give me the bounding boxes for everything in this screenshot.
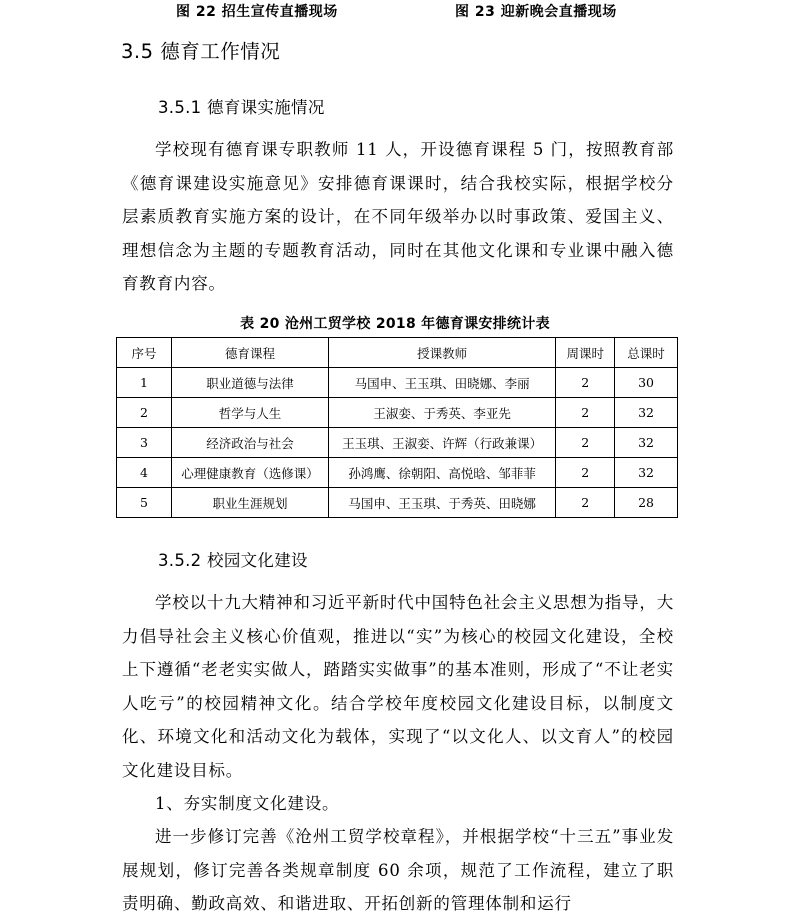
table-title: 表 20 沧州工贸学校 2018 年德育课安排统计表 bbox=[240, 316, 550, 332]
header-index: 序号 bbox=[117, 338, 172, 368]
cell-weekly-hours: 2 bbox=[556, 488, 615, 518]
header-total-hours: 总课时 bbox=[615, 338, 678, 368]
table-row bbox=[117, 488, 678, 518]
header-teachers: 授课教师 bbox=[328, 338, 555, 368]
cell-total-hours: 28 bbox=[615, 488, 678, 518]
campus-culture-heading: 3.5.2 校园文化建设 bbox=[158, 551, 308, 570]
table-header-row bbox=[117, 338, 678, 368]
figure-captions bbox=[0, 0, 790, 22]
cell-index: 4 bbox=[117, 458, 172, 488]
cell-total-hours: 32 bbox=[615, 398, 678, 428]
cell-course: 职业道德与法律 bbox=[171, 368, 328, 398]
cell-teachers: 王淑娈、于秀英、李亚先 bbox=[328, 398, 555, 428]
cell-teachers: 马国申、王玉琪、于秀英、田晓娜 bbox=[328, 488, 555, 518]
cell-weekly-hours: 2 bbox=[556, 458, 615, 488]
table-row bbox=[117, 368, 678, 398]
item1-body: 进一步修订完善《沧州工贸学校章程》，并根据学校“十三五”事业发展规划，修订完善各类规章制度 60 余项，规范了工作流程，建立了职责明确、勤政高效、和谐进取、开拓创新的管理体制和运行 bbox=[122, 827, 674, 913]
figure-22-caption: 图 22 招生宣传直播现场 bbox=[176, 4, 338, 20]
item1-title: 1、夯实制度文化建设。 bbox=[155, 794, 340, 813]
campus-culture-paragraph: 学校以十九大精神和习近平新时代中国特色社会主义思想为指导，大力倡导社会主义核心价值观，推进以“实”为核心的校园文化建设，全校上下遵循“老老实实做人，踏踏实实做事”的基本准则，形成了“不让老实人吃亏”的校园精神文化。结合学校年度校园文化建设目标，以制度文化、环境文化和活动文化为载体，实现了“以文化人、以文育人”的校园文化建设目标。 bbox=[122, 593, 674, 780]
moral-course-table bbox=[116, 337, 678, 518]
cell-teachers: 孙鸿鹰、徐朝阳、高悦晗、邹菲菲 bbox=[328, 458, 555, 488]
cell-index: 2 bbox=[117, 398, 172, 428]
cell-index: 3 bbox=[117, 428, 172, 458]
moral-course-paragraph: 学校现有德育课专职教师 11 人，开设德育课程 5 门，按照教育部《德育课建设实施意见》安排德育课课时，结合我校实际，根据学校分层素质教育实施方案的设计，在不同年级举办以时事政策、爱国主义、理想信念为主题的专题教育活动，同时在其他文化课和专业课中融入德育教育内容。 bbox=[122, 140, 674, 293]
cell-weekly-hours: 2 bbox=[556, 428, 615, 458]
cell-course: 心理健康教育（选修课） bbox=[171, 458, 328, 488]
cell-teachers: 王玉琪、王淑娈、许辉（行政兼课） bbox=[328, 428, 555, 458]
header-weekly-hours: 周课时 bbox=[556, 338, 615, 368]
cell-index: 5 bbox=[117, 488, 172, 518]
cell-index: 1 bbox=[117, 368, 172, 398]
cell-total-hours: 32 bbox=[615, 458, 678, 488]
cell-weekly-hours: 2 bbox=[556, 398, 615, 428]
table-row bbox=[117, 398, 678, 428]
cell-course: 哲学与人生 bbox=[171, 398, 328, 428]
cell-course: 职业生涯规划 bbox=[171, 488, 328, 518]
cell-weekly-hours: 2 bbox=[556, 368, 615, 398]
table-row bbox=[117, 458, 678, 488]
cell-total-hours: 30 bbox=[615, 368, 678, 398]
moral-course-heading: 3.5.1 德育课实施情况 bbox=[158, 98, 325, 117]
table-row bbox=[117, 428, 678, 458]
cell-course: 经济政治与社会 bbox=[171, 428, 328, 458]
cell-total-hours: 32 bbox=[615, 428, 678, 458]
section-title: 3.5 德育工作情况 bbox=[121, 40, 281, 63]
cell-teachers: 马国申、王玉琪、田晓娜、李丽 bbox=[328, 368, 555, 398]
figure-23-caption: 图 23 迎新晚会直播现场 bbox=[455, 4, 617, 20]
header-course: 德育课程 bbox=[171, 338, 328, 368]
